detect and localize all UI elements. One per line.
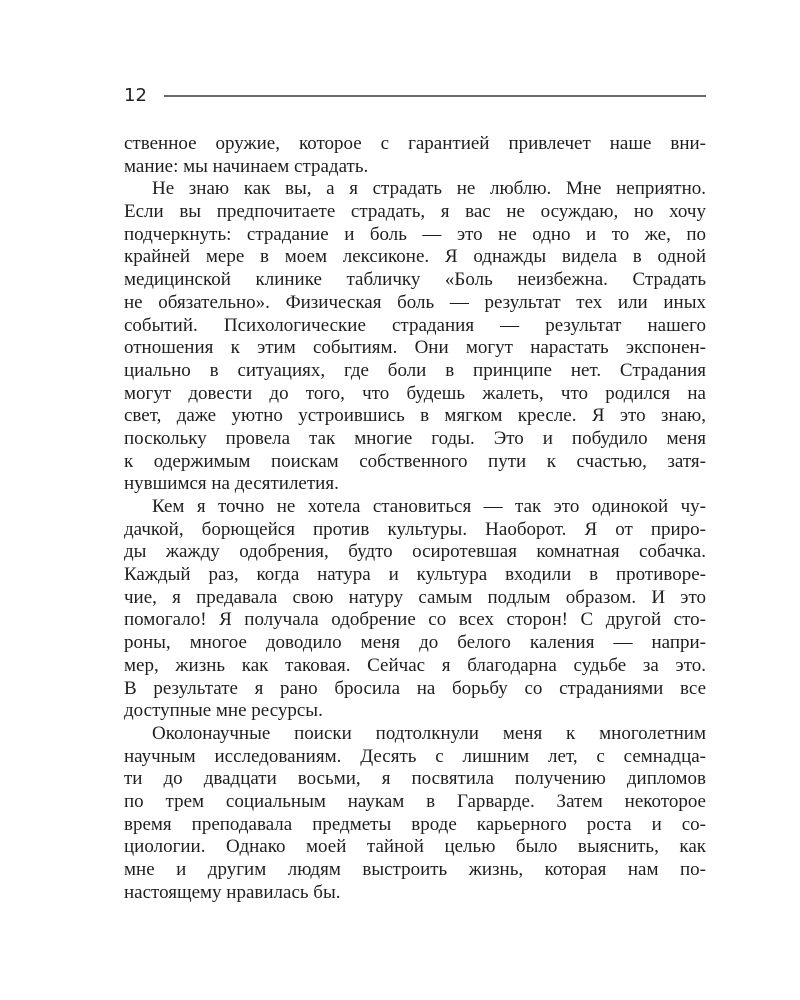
text-line: ти до двадцати восьми, я посвятила получению дипломов	[124, 768, 706, 790]
text-line: событий. Психологические страдания — результат нашего	[124, 314, 706, 336]
text-line: ды жажду одобрения, будто осиротевшая комнатная собачка.	[124, 541, 706, 563]
text-line: научным исследованиям. Десять с лишним лет, с семнадца-	[124, 745, 706, 767]
text-line: нувшимся на десятилетия.	[124, 473, 339, 495]
text-line: роны, многое доводило меня до белого каления — напри-	[124, 632, 706, 654]
text-line: доступные мне ресурсы.	[124, 700, 323, 722]
text-line: не обязательно». Физическая боль — результат тех или иных	[124, 291, 706, 313]
page-header	[124, 84, 706, 108]
text-line: Околонаучные поиски подтолкнули меня к многолетним	[152, 722, 706, 744]
text-line: медицинской клинике табличку «Боль неизбежна. Страдать	[124, 269, 706, 291]
text-line: ственное оружие, которое с гарантией привлечет наше вни-	[124, 133, 706, 154]
text-line: крайней мере в моем лексиконе. Я однажды видела в одной	[124, 246, 706, 268]
page-number: 12	[124, 85, 147, 106]
text-line: Не знаю как вы, а я страдать не люблю. Мне неприятно.	[152, 178, 706, 200]
text-line: могут довести до того, что будешь жалеть, что родился на	[124, 382, 706, 404]
text-line: свет, даже уютно устроившись в мягком кресле. Я это знаю,	[124, 405, 706, 427]
text-line: по трем социальным наукам в Гарварде. Затем некоторое	[124, 790, 706, 812]
body-text	[124, 133, 706, 904]
text-line: циологии. Однако моей тайной целью было выяснить, как	[124, 836, 706, 858]
header-rule	[164, 95, 706, 97]
text-line: В результате я рано бросила на борьбу со страданиями все	[124, 677, 706, 699]
text-line: циально в ситуациях, где боли в принципе нет. Страдания	[124, 359, 706, 381]
text-line: подчеркнуть: страдание и боль — это не одно и то же, по	[124, 223, 706, 245]
text-line: Каждый раз, когда натура и культура входили в противоре-	[124, 564, 706, 586]
text-line: отношения к этим событиям. Они могут нарастать экспонен-	[124, 337, 706, 359]
text-line: чие, я предавала свою натуру самым подлым образом. И это	[124, 586, 706, 608]
text-line: поскольку провела так многие годы. Это и побудило меня	[124, 427, 706, 449]
text-line: помогало! Я получала одобрение со всех сторон! С другой сто-	[124, 609, 706, 631]
text-line: настоящему нравилась бы.	[124, 881, 341, 903]
text-line: мне и другим людям выстроить жизнь, которая нам по-	[124, 859, 706, 880]
text-line: Если вы предпочитаете страдать, я вас не осуждаю, но хочу	[124, 201, 706, 223]
text-line: время преподавала предметы вроде карьерного роста и со-	[124, 813, 706, 835]
text-line: дачкой, борющейся против культуры. Наоборот. Я от приро-	[124, 518, 706, 540]
text-line: Кем я точно не хотела становиться — так это одинокой чу-	[152, 496, 706, 517]
text-line: мер, жизнь как таковая. Сейчас я благодарна судьбе за это.	[124, 654, 706, 676]
text-line: к одержимым поискам собственного пути к счастью, затя-	[124, 450, 706, 472]
text-line: мание: мы начинаем страдать.	[124, 155, 369, 177]
